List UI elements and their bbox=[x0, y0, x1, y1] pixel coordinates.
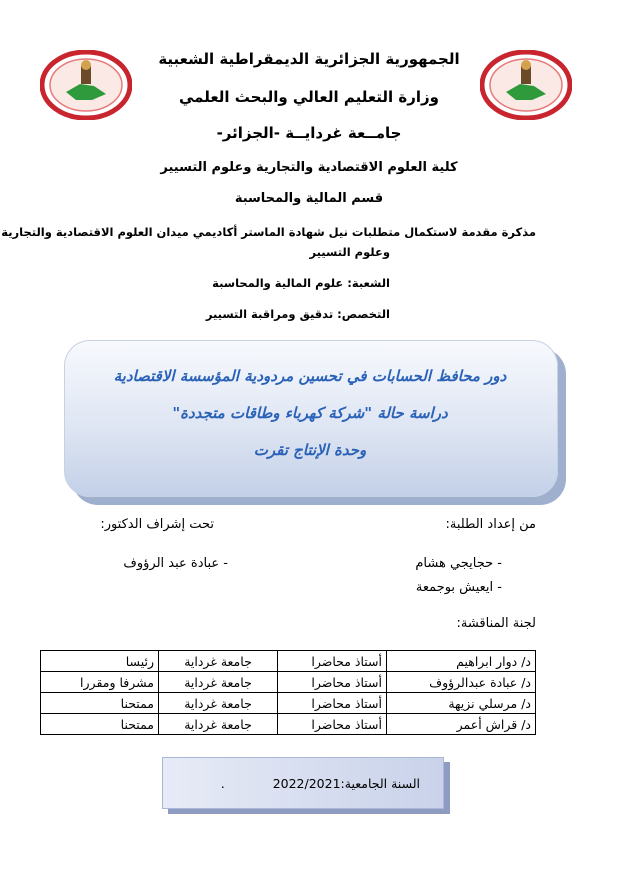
department-name: قسم المالية والمحاسبة bbox=[234, 191, 384, 206]
jury-member-role: مشرفا ومقررا bbox=[41, 672, 159, 693]
university-name: جامــعة غردايــة -الجزائر- bbox=[216, 124, 402, 142]
jury-label: لجنة المناقشة: bbox=[456, 616, 536, 631]
jury-member-name: د/ مرسلي نزيهة bbox=[387, 693, 536, 714]
thesis-title-line2: دراسة حالة "شركة كهرباء وطاقات متجددة" bbox=[172, 404, 448, 422]
jury-member-name: د/ قراش أعمر bbox=[387, 714, 536, 735]
jury-member-name: د/ دوار ابراهيم bbox=[387, 651, 536, 672]
student-name: - حجايجي هشام bbox=[415, 556, 502, 571]
table-row bbox=[41, 672, 536, 693]
table-row bbox=[41, 693, 536, 714]
jury-member-rank: أستاذ محاضرا bbox=[278, 693, 387, 714]
university-logo-left bbox=[40, 50, 132, 120]
jury-member-rank: أستاذ محاضرا bbox=[278, 672, 387, 693]
academic-year bbox=[180, 776, 420, 791]
jury-member-name: د/ عبادة عبدالرؤوف bbox=[387, 672, 536, 693]
table-row bbox=[41, 714, 536, 735]
branch: الشعبة: علوم المالية والمحاسبة bbox=[212, 276, 390, 290]
jury-member-university: جامعة غرداية bbox=[159, 714, 278, 735]
jury-member-university: جامعة غرداية bbox=[159, 672, 278, 693]
jury-member-role: رئيسا bbox=[41, 651, 159, 672]
university-logo-right bbox=[480, 50, 572, 120]
supervisor-name: - عبادة عبد الرؤوف bbox=[123, 556, 228, 571]
jury-member-university: جامعة غرداية bbox=[159, 651, 278, 672]
student-name: - ايعيش بوجمعة bbox=[415, 580, 502, 595]
jury-table bbox=[40, 650, 536, 735]
academic-year-text: السنة الجامعية:2022/2021 bbox=[272, 776, 420, 791]
jury-member-rank: أستاذ محاضرا bbox=[278, 714, 387, 735]
ministry-name: وزارة التعليم العالي والبحث العلمي bbox=[178, 88, 440, 106]
thesis-title-line3: وحدة الإنتاج تقرت bbox=[253, 441, 367, 459]
jury-member-university: جامعة غرداية bbox=[159, 693, 278, 714]
jury-member-rank: أستاذ محاضرا bbox=[278, 651, 387, 672]
thesis-title-line1: دور محافظ الحسابات في تحسين مردودية المؤسسة الاقتصادية bbox=[113, 367, 507, 385]
supervision-label: تحت إشراف الدكتور: bbox=[100, 517, 214, 532]
specialty: التخصص: تدقيق ومراقبة التسيير bbox=[205, 307, 390, 321]
memo-purpose-line2: وعلوم التسيير bbox=[309, 245, 390, 259]
jury-member-role: ممتحنا bbox=[41, 714, 159, 735]
republic-name: الجمهورية الجزائرية الديمقراطية الشعبية bbox=[158, 50, 460, 68]
memo-purpose-line1: مذكرة مقدمة لاستكمال متطلبات نيل شهادة الماستر أكاديمي ميدان العلوم الاقتصادية والتجارية bbox=[1, 225, 536, 239]
table-row bbox=[41, 651, 536, 672]
jury-member-role: ممتحنا bbox=[41, 693, 159, 714]
faculty-name: كلية العلوم الاقتصادية والتجارية وعلوم التسيير bbox=[160, 160, 458, 175]
academic-year-dot: . bbox=[220, 776, 225, 791]
prepared-by-label: من إعداد الطلبة: bbox=[445, 517, 536, 532]
